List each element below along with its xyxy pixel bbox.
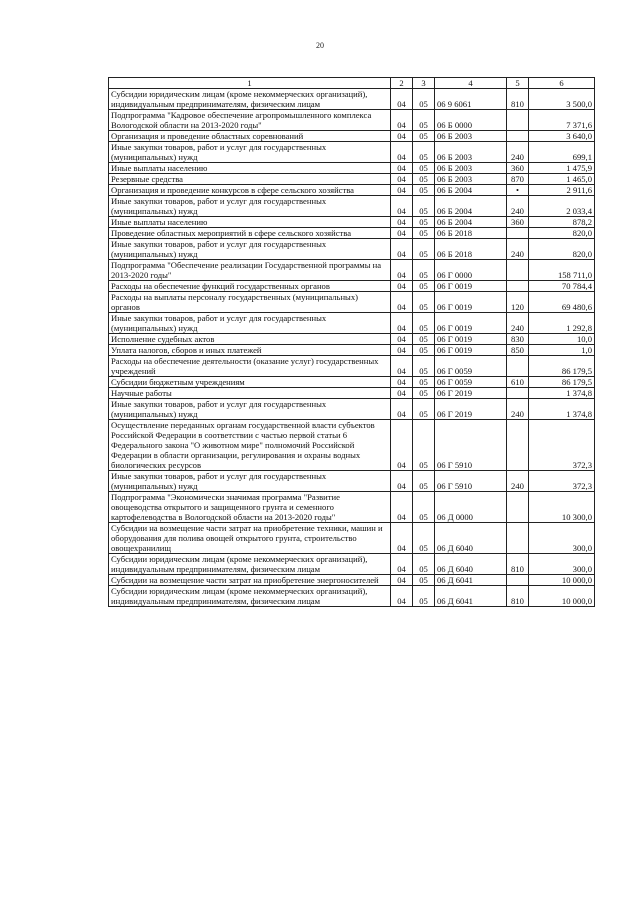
row-subsection: 05 [413,334,435,345]
row-amount: 372,3 [529,471,595,492]
row-subsection: 05 [413,399,435,420]
row-section: 04 [391,185,413,196]
row-name: Иные выплаты населению [109,163,391,174]
row-expense-type: • [507,185,529,196]
row-name: Иные закупки товаров, работ и услуг для государственных (муниципальных) нужд [109,239,391,260]
row-target-article: 06 Б 2004 [435,217,507,228]
table-row [109,185,595,196]
row-amount: 2 033,4 [529,196,595,217]
row-amount: 1 374,8 [529,399,595,420]
row-target-article: 06 Б 2003 [435,131,507,142]
row-subsection: 05 [413,260,435,281]
table-row [109,420,595,471]
row-name: Иные закупки товаров, работ и услуг для государственных (муниципальных) нужд [109,399,391,420]
row-amount: 70 784,4 [529,281,595,292]
row-expense-type: 810 [507,586,529,607]
row-name: Субсидии юридическим лицам (кроме некоммерческих организаций), индивидуальным предпринимателям, физическим лицам [109,554,391,575]
table-row [109,377,595,388]
row-name: Расходы на выплаты персоналу государственных (муниципальных) органов [109,292,391,313]
row-subsection: 05 [413,586,435,607]
table-row [109,131,595,142]
table-row [109,313,595,334]
row-amount: 158 711,0 [529,260,595,281]
row-target-article: 06 Г 0019 [435,345,507,356]
row-amount: 10,0 [529,334,595,345]
row-name: Подпрограмма "Обеспечение реализации Государственной программы на 2013-2020 годы" [109,260,391,281]
row-name: Субсидии бюджетным учреждениям [109,377,391,388]
row-amount: 372,3 [529,420,595,471]
row-target-article: 06 Г 2019 [435,399,507,420]
row-target-article: 06 Д 6040 [435,523,507,554]
row-name: Субсидии на возмещение части затрат на приобретение энергоносителей [109,575,391,586]
row-subsection: 05 [413,492,435,523]
row-target-article: 06 Г 5910 [435,471,507,492]
row-section: 04 [391,345,413,356]
row-section: 04 [391,554,413,575]
row-amount: 1 465,0 [529,174,595,185]
table-row [109,228,595,239]
table-row [109,334,595,345]
row-expense-type: 240 [507,399,529,420]
table-row [109,471,595,492]
row-subsection: 05 [413,345,435,356]
row-expense-type: 850 [507,345,529,356]
column-header: 1 [109,78,391,89]
table-row [109,89,595,110]
row-target-article: 06 Д 6041 [435,586,507,607]
header-row [109,78,595,89]
row-section: 04 [391,420,413,471]
row-name: Иные закупки товаров, работ и услуг для государственных (муниципальных) нужд [109,313,391,334]
row-target-article: 06 Д 6040 [435,554,507,575]
row-name: Исполнение судебных актов [109,334,391,345]
table-row [109,575,595,586]
row-subsection: 05 [413,217,435,228]
row-amount: 10 300,0 [529,492,595,523]
row-subsection: 05 [413,377,435,388]
row-section: 04 [391,399,413,420]
row-name: Субсидии юридическим лицам (кроме некоммерческих организаций), индивидуальным предпринимателям, физическим лицам [109,586,391,607]
row-target-article: 06 Б 0000 [435,110,507,131]
row-amount: 699,1 [529,142,595,163]
row-target-article: 06 Б 2004 [435,196,507,217]
row-target-article: 06 Г 0019 [435,281,507,292]
row-amount: 878,2 [529,217,595,228]
row-amount: 1 374,8 [529,388,595,399]
column-header: 2 [391,78,413,89]
row-expense-type: 120 [507,292,529,313]
row-target-article: 06 Б 2003 [435,163,507,174]
row-subsection: 05 [413,554,435,575]
row-amount: 10 000,0 [529,575,595,586]
row-subsection: 05 [413,185,435,196]
row-subsection: 05 [413,523,435,554]
row-section: 04 [391,471,413,492]
row-target-article: 06 Б 2004 [435,185,507,196]
table-row [109,356,595,377]
row-amount: 820,0 [529,239,595,260]
row-expense-type [507,492,529,523]
row-target-article: 06 Д 6041 [435,575,507,586]
row-target-article: 06 Г 5910 [435,420,507,471]
row-target-article: 06 Б 2018 [435,228,507,239]
row-subsection: 05 [413,89,435,110]
row-amount: 300,0 [529,523,595,554]
row-name: Уплата налогов, сборов и иных платежей [109,345,391,356]
row-name: Осуществление переданных органам государственной власти субъектов Российской Федерации в соответствии с частью первой статьи 6 Федерального закона "О животном мире" полномочий Российской Федерации в области организации, регулирования и охраны водных биологических ресурсов [109,420,391,471]
row-target-article: 06 Г 0019 [435,292,507,313]
row-expense-type: 240 [507,142,529,163]
row-subsection: 05 [413,292,435,313]
row-expense-type [507,575,529,586]
row-expense-type [507,523,529,554]
row-section: 04 [391,313,413,334]
row-expense-type [507,110,529,131]
row-subsection: 05 [413,196,435,217]
row-target-article: 06 Г 2019 [435,388,507,399]
row-section: 04 [391,174,413,185]
table-row [109,492,595,523]
row-expense-type: 830 [507,334,529,345]
row-subsection: 05 [413,420,435,471]
row-target-article: 06 Д 0000 [435,492,507,523]
row-subsection: 05 [413,388,435,399]
row-subsection: 05 [413,174,435,185]
table-row [109,110,595,131]
row-amount: 86 179,5 [529,356,595,377]
row-target-article: 06 Б 2018 [435,239,507,260]
row-section: 04 [391,163,413,174]
row-subsection: 05 [413,471,435,492]
row-name: Организация и проведение областных соревнований [109,131,391,142]
row-subsection: 05 [413,110,435,131]
row-section: 04 [391,89,413,110]
row-expense-type [507,228,529,239]
row-subsection: 05 [413,228,435,239]
table-row [109,586,595,607]
table-row [109,281,595,292]
row-target-article: 06 Г 0059 [435,356,507,377]
row-target-article: 06 Б 2003 [435,142,507,163]
column-header: 3 [413,78,435,89]
row-name: Субсидии юридическим лицам (кроме некоммерческих организаций), индивидуальным предпринимателям, физическим лицам [109,89,391,110]
row-subsection: 05 [413,163,435,174]
row-name: Подпрограмма "Экономически значимая программа "Развитие овощеводства открытого и защищенного грунта и семенного картофелеводства в Вологодской области на 2013-2020 годы" [109,492,391,523]
row-section: 04 [391,217,413,228]
row-expense-type [507,356,529,377]
row-expense-type: 870 [507,174,529,185]
row-expense-type [507,388,529,399]
row-name: Проведение областных мероприятий в сфере сельского хозяйства [109,228,391,239]
row-amount: 7 371,6 [529,110,595,131]
table-row [109,399,595,420]
row-subsection: 05 [413,281,435,292]
row-name: Иные закупки товаров, работ и услуг для государственных (муниципальных) нужд [109,471,391,492]
table-row [109,217,595,228]
table-row [109,260,595,281]
row-section: 04 [391,110,413,131]
row-amount: 300,0 [529,554,595,575]
row-expense-type: 240 [507,239,529,260]
row-amount: 1 292,8 [529,313,595,334]
table-row [109,174,595,185]
row-section: 04 [391,196,413,217]
table-row [109,196,595,217]
row-section: 04 [391,356,413,377]
row-amount: 1,0 [529,345,595,356]
table-row [109,163,595,174]
row-section: 04 [391,388,413,399]
row-expense-type: 360 [507,217,529,228]
row-amount: 1 475,9 [529,163,595,174]
table-row [109,554,595,575]
row-amount: 2 911,6 [529,185,595,196]
column-header: 5 [507,78,529,89]
row-section: 04 [391,228,413,239]
row-section: 04 [391,239,413,260]
table-row [109,239,595,260]
row-expense-type [507,131,529,142]
column-header: 6 [529,78,595,89]
budget-table [108,77,595,607]
row-name: Расходы на обеспечение функций государственных органов [109,281,391,292]
row-section: 04 [391,334,413,345]
row-subsection: 05 [413,356,435,377]
row-target-article: 06 Г 0059 [435,377,507,388]
row-name: Расходы на обеспечение деятельности (оказание услуг) государственных учреждений [109,356,391,377]
row-expense-type: 810 [507,89,529,110]
table-row [109,388,595,399]
row-name: Иные закупки товаров, работ и услуг для государственных (муниципальных) нужд [109,142,391,163]
row-amount: 3 500,0 [529,89,595,110]
column-header: 4 [435,78,507,89]
row-subsection: 05 [413,313,435,334]
row-expense-type: 240 [507,313,529,334]
row-amount: 69 480,6 [529,292,595,313]
row-expense-type: 360 [507,163,529,174]
row-expense-type: 810 [507,554,529,575]
row-target-article: 06 Б 2003 [435,174,507,185]
row-section: 04 [391,586,413,607]
row-amount: 10 000,0 [529,586,595,607]
row-section: 04 [391,492,413,523]
table-row [109,523,595,554]
row-expense-type: 610 [507,377,529,388]
row-target-article: 06 9 6061 [435,89,507,110]
row-subsection: 05 [413,142,435,163]
row-name: Научные работы [109,388,391,399]
row-section: 04 [391,575,413,586]
row-expense-type: 240 [507,196,529,217]
row-section: 04 [391,260,413,281]
row-expense-type [507,260,529,281]
row-target-article: 06 Г 0019 [435,334,507,345]
row-subsection: 05 [413,131,435,142]
row-section: 04 [391,142,413,163]
row-expense-type [507,281,529,292]
row-target-article: 06 Г 0019 [435,313,507,334]
row-section: 04 [391,131,413,142]
row-section: 04 [391,523,413,554]
row-name: Иные выплаты населению [109,217,391,228]
table-row [109,142,595,163]
row-amount: 820,0 [529,228,595,239]
row-amount: 86 179,5 [529,377,595,388]
row-section: 04 [391,281,413,292]
row-subsection: 05 [413,239,435,260]
table-row [109,345,595,356]
row-subsection: 05 [413,575,435,586]
row-section: 04 [391,377,413,388]
row-name: Субсидии на возмещение части затрат на приобретение техники, машин и оборудования для полива овощей открытого грунта, строительство овощехранилищ [109,523,391,554]
row-amount: 3 640,0 [529,131,595,142]
page-number: 20 [316,41,324,50]
row-target-article: 06 Г 0000 [435,260,507,281]
row-name: Подпрограмма "Кадровое обеспечение агропромышленного комплекса Вологодской области на 2013-2020 годы" [109,110,391,131]
table-row [109,292,595,313]
row-name: Иные закупки товаров, работ и услуг для государственных (муниципальных) нужд [109,196,391,217]
row-expense-type [507,420,529,471]
row-section: 04 [391,292,413,313]
row-name: Резервные средства [109,174,391,185]
row-expense-type: 240 [507,471,529,492]
row-name: Организация и проведение конкурсов в сфере сельского хозяйства [109,185,391,196]
